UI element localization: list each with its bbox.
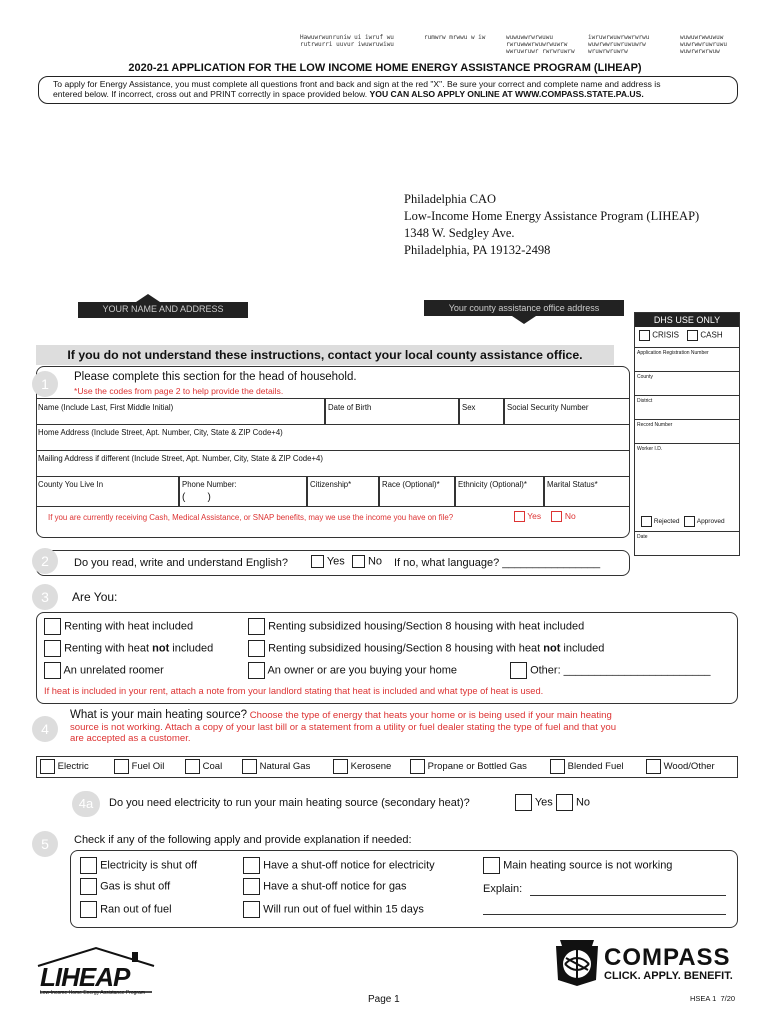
shutoff-notice-gas-label: Have a shut-off notice for gas [263, 880, 407, 893]
divider [36, 450, 630, 451]
cash-checkbox[interactable] [687, 330, 698, 341]
dhs-district-label: District [637, 398, 653, 404]
fuel-natural-gas-checkbox[interactable] [242, 759, 257, 774]
renting-not-emphasis: not [152, 642, 170, 655]
section-3-number: 3 [32, 584, 58, 610]
other-field[interactable]: Other: ________________________ [530, 664, 711, 677]
rejected-checkbox[interactable] [641, 516, 652, 527]
compass-logo-text: COMPASS [604, 944, 731, 971]
fuel-blended-checkbox[interactable] [550, 759, 565, 774]
electricity-no-label: No [575, 796, 590, 809]
section-4a-number: 4a [72, 791, 100, 817]
section-3-note: If heat is included in your rent, attach a note from your landlord stating that heat is included and what type of heat is used. [44, 686, 544, 696]
fuel-kerosene-checkbox[interactable] [333, 759, 348, 774]
income-yes-checkbox[interactable] [514, 511, 525, 522]
dhs-record[interactable] [635, 419, 739, 443]
divider [36, 424, 630, 425]
fuel-propane-checkbox[interactable] [410, 759, 425, 774]
english-no-checkbox[interactable] [352, 555, 365, 568]
electricity-no-checkbox[interactable] [556, 794, 573, 811]
divider [543, 476, 545, 506]
income-yes-label: Yes [527, 511, 542, 521]
approved-checkbox[interactable] [684, 516, 695, 527]
instructions-box [38, 76, 738, 104]
heating-source-question: What is your main heating source? [70, 709, 248, 721]
fuel-propane-label: Propane or Bottled Gas [427, 761, 527, 773]
instructions-line1: To apply for Energy Assistance, you must complete all questions front and back and sign at the red "X". Be sure your correct and complete name and address is [53, 79, 661, 89]
home-address-label: Home Address (Include Street, Apt. Number, City, State & ZIP Code+4) [38, 428, 283, 437]
electricity-yes-checkbox[interactable] [515, 794, 532, 811]
instructions-banner: If you do not understand these instructions, contact your local county assistance office. [36, 345, 614, 365]
unrelated-roomer-checkbox[interactable] [44, 662, 61, 679]
phone-label: Phone Number: [182, 480, 237, 489]
dob-label: Date of Birth [328, 403, 372, 412]
section-1-title: Please complete this section for the head of household. [74, 371, 357, 383]
fuel-wood-other-checkbox[interactable] [646, 759, 661, 774]
heating-source-note-3: are accepted as a customer. [70, 733, 191, 744]
section-3-question: Are You: [72, 590, 118, 604]
subsidized-heat-included-checkbox[interactable] [248, 618, 265, 635]
explain-label: Explain: [483, 883, 523, 895]
dhs-use-only-box [634, 312, 740, 556]
dhs-header: DHS USE ONLY [635, 313, 739, 327]
fuel-wood-other-label: Wood/Other [663, 761, 715, 773]
renting-heat-included-checkbox[interactable] [44, 618, 61, 635]
subsidized-not-emphasis: not [543, 642, 561, 655]
header-garble-1: Hawuwrwunruniw ui iwruf wu rutrwurri uuvur iwuwruwiwu [300, 34, 394, 48]
fuel-blended-label: Blended Fuel [567, 761, 624, 773]
approved-label: Approved [696, 518, 725, 526]
divider [306, 476, 308, 506]
divider [454, 476, 456, 506]
renting-heat-not-included-label: Renting with heat [64, 642, 153, 655]
liheap-logo-text: LIHEAP [40, 962, 130, 992]
office-address-line4: Philadelphia, PA 19132-2498 [404, 243, 551, 257]
phone-paren: ( ) [182, 492, 211, 503]
header-garble-2: rumwrw mrwwu w iw [424, 34, 486, 41]
form-title: 2020-21 APPLICATION FOR THE LOW INCOME HOME ENERGY ASSISTANCE PROGRAM (LIHEAP) [128, 62, 642, 74]
section-4a-question: Do you need electricity to run your main heating source (secondary heat)? [109, 797, 470, 809]
explain-line-2[interactable] [483, 914, 726, 915]
name-label: Name (Include Last, First Middle Initial) [38, 403, 174, 412]
section-5-question: Check if any of the following apply and provide explanation if needed: [74, 834, 412, 846]
owner-checkbox[interactable] [248, 662, 265, 679]
form-id-date: 7/20 [720, 994, 736, 1003]
rejected-label: Rejected [653, 518, 680, 526]
run-out-fuel-checkbox[interactable] [243, 901, 260, 918]
divider [378, 476, 380, 506]
fuel-electric-checkbox[interactable] [40, 759, 55, 774]
dhs-county-label: County [637, 374, 653, 380]
fuel-coal-label: Coal [202, 761, 223, 773]
county-label: County You Live In [38, 480, 104, 489]
mailing-address-label: Mailing Address if different (Include Street, Apt. Number, City, State & ZIP Code+4) [38, 454, 323, 463]
ssn-label: Social Security Number [507, 403, 589, 412]
crisis-label: CRISIS [652, 330, 679, 340]
gas-shut-off-checkbox[interactable] [80, 878, 97, 895]
dhs-app-reg-label: Application Registration Number [637, 350, 709, 356]
section-4-question [70, 710, 738, 745]
english-no-label: No [367, 555, 382, 568]
heating-source-note-2: source is not working. Attach a copy of your last bill or a statement from a utility or fuel dealer stating the type of fuel and that you [70, 721, 617, 733]
run-out-fuel-label: Will run out of fuel within 15 days [263, 903, 424, 916]
page-number: Page 1 [368, 994, 400, 1005]
fuel-natural-gas-label: Natural Gas [259, 761, 311, 773]
dhs-worker-label: Worker I.D. [637, 446, 663, 452]
renting-heat-included-label: Renting with heat included [64, 620, 194, 633]
section-4-number: 4 [32, 716, 58, 742]
renting-included-suffix: included [169, 642, 214, 655]
heating-source-note-1: Choose the type of energy that heats your home or is being used if your main heating [247, 710, 612, 721]
heating-not-working-checkbox[interactable] [483, 857, 500, 874]
income-question: If you are currently receiving Cash, Medical Assistance, or SNAP benefits, may we use the income you have on file? [48, 513, 454, 522]
citizenship-label: Citizenship* [310, 480, 352, 489]
divider [36, 506, 630, 507]
section-5-number: 5 [32, 831, 58, 857]
keystone-globe-icon [552, 940, 602, 986]
fuel-coal-checkbox[interactable] [185, 759, 200, 774]
fuel-kerosene-label: Kerosene [350, 761, 392, 773]
dhs-district[interactable] [635, 395, 739, 419]
divider [324, 398, 326, 424]
ran-out-fuel-label: Ran out of fuel [100, 903, 172, 916]
dhs-app-reg[interactable] [635, 347, 739, 371]
section-1-number: 1 [32, 371, 58, 397]
section-2-question: Do you read, write and understand English? [74, 557, 289, 569]
header-garble-4: iwruwrwuwrwwrwrwu wuwrwwruwruwuwrw wruwrwruwrw [588, 34, 650, 55]
explain-line-1[interactable] [530, 895, 726, 896]
sex-label: Sex [462, 403, 476, 412]
ran-out-fuel-checkbox[interactable] [80, 901, 97, 918]
form-id-code: HSEA 1 [690, 994, 717, 1003]
other-checkbox[interactable] [510, 662, 527, 679]
fuel-oil-checkbox[interactable] [114, 759, 129, 774]
ethnicity-label: Ethnicity (Optional)* [458, 480, 527, 489]
your-name-tab-label: YOUR NAME AND ADDRESS [102, 304, 224, 314]
owner-label: An owner or are you buying your home [267, 664, 458, 677]
office-address-line1: Philadelphia CAO [404, 192, 497, 206]
marital-label: Marital Status* [547, 480, 598, 489]
fuel-electric-label: Electric [57, 761, 89, 773]
header-garble-3: wuwuwwrwrwuwu rwruwwwrwuwrwuwrw wwruwruwr rwrwruwrw [506, 34, 575, 55]
crisis-checkbox[interactable] [639, 330, 650, 341]
header-garble-5: wuwuwrwwuwuw wuwrwwruwruwu wuwrwrwrwuw [680, 34, 727, 55]
shutoff-notice-gas-checkbox[interactable] [243, 878, 260, 895]
divider [458, 398, 460, 424]
office-address [404, 191, 699, 259]
divider [503, 398, 505, 424]
cash-label: CASH [700, 330, 723, 340]
dhs-worker[interactable] [635, 443, 739, 508]
race-label: Race (Optional)* [382, 480, 440, 489]
section-1-note: *Use the codes from page 2 to help provide the details. [74, 386, 284, 396]
instructions-line2: entered below. If incorrect, cross out and PRINT correctly in space provided below. [53, 89, 368, 99]
shutoff-notice-electric-label: Have a shut-off notice for electricity [263, 859, 435, 872]
income-no-checkbox[interactable] [551, 511, 562, 522]
gas-shut-off-label: Gas is shut off [100, 880, 171, 893]
dhs-record-label: Record Number [637, 422, 673, 428]
divider [178, 476, 180, 506]
instructions-online: YOU CAN ALSO APPLY ONLINE AT WWW.COMPASS.STATE.PA.US. [369, 89, 644, 99]
form-id [690, 994, 735, 1003]
section-2-number: 2 [32, 548, 58, 574]
electricity-shut-off-checkbox[interactable] [80, 857, 97, 874]
dhs-date[interactable] [635, 531, 739, 556]
divider [36, 398, 630, 399]
subsidized-heat-not-included-checkbox[interactable] [248, 640, 265, 657]
renting-heat-not-included-checkbox[interactable] [44, 640, 61, 657]
compass-tagline: CLICK. APPLY. BENEFIT. [604, 970, 733, 982]
unrelated-roomer-label: An unrelated roomer [63, 664, 164, 677]
subsidized-heat-not-included-label: Renting subsidized housing/Section 8 housing with heat [268, 642, 544, 655]
electricity-yes-label: Yes [534, 796, 553, 809]
shutoff-notice-electric-checkbox[interactable] [243, 857, 260, 874]
office-address-line3: 1348 W. Sedgley Ave. [404, 226, 515, 240]
county-office-tab-label: Your county assistance office address [448, 303, 600, 313]
fuel-oil-label: Fuel Oil [131, 761, 165, 773]
heating-not-working-label: Main heating source is not working [503, 859, 673, 872]
english-yes-checkbox[interactable] [311, 555, 324, 568]
electricity-shut-off-label: Electricity is shut off [100, 859, 198, 872]
subsidized-included-suffix: included [560, 642, 605, 655]
dhs-county[interactable] [635, 371, 739, 395]
subsidized-heat-included-label: Renting subsidized housing/Section 8 housing with heat included [268, 620, 585, 633]
divider [36, 476, 630, 477]
income-no-label: No [564, 511, 576, 521]
liheap-logo-subtitle: Low-Income Home Energy Assistance Program [40, 990, 146, 996]
english-yes-label: Yes [326, 555, 345, 568]
office-address-line2: Low-Income Home Energy Assistance Program (LIHEAP) [404, 209, 700, 223]
language-field[interactable]: If no, what language? ________________ [394, 557, 601, 569]
dhs-date-label: Date [637, 534, 648, 540]
